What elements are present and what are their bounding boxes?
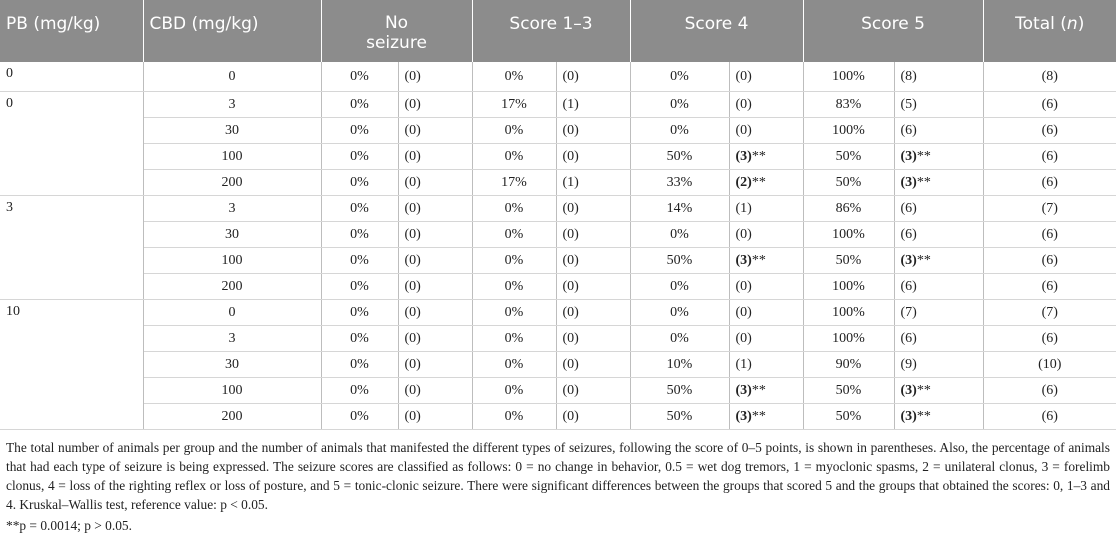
no-seizure-count: (0) [398, 118, 472, 144]
header-no-seizure: No seizure [321, 0, 472, 62]
score-1-3-percent: 0% [472, 378, 556, 404]
table-row [0, 326, 1116, 352]
table-row [0, 300, 1116, 326]
score-4-count [729, 170, 803, 196]
score-5-percent: 100% [803, 62, 894, 92]
table-row [0, 144, 1116, 170]
significance-marker: ** [751, 252, 766, 268]
no-seizure-percent: 0% [321, 404, 398, 430]
score-5-percent: 100% [803, 274, 894, 300]
no-seizure-percent: 0% [321, 352, 398, 378]
no-seizure-count: (0) [398, 170, 472, 196]
header-total: Total (n) [983, 0, 1116, 62]
cbd-dose-cell: 30 [143, 222, 321, 248]
table-body [0, 62, 1116, 430]
no-seizure-count: (0) [398, 378, 472, 404]
score-4-count-value: (0) [735, 226, 752, 242]
table-row [0, 248, 1116, 274]
total-count: (8) [983, 62, 1116, 92]
score-4-percent: 50% [630, 248, 729, 274]
pb-dose-cell: 3 [0, 196, 143, 300]
score-1-3-count: (0) [556, 326, 630, 352]
score-4-count-value: (3) [735, 252, 752, 268]
score-1-3-count: (0) [556, 144, 630, 170]
cbd-dose-cell: 0 [143, 300, 321, 326]
score-1-3-percent: 0% [472, 300, 556, 326]
score-1-3-count: (1) [556, 170, 630, 196]
score-1-3-count: (0) [556, 248, 630, 274]
score-5-percent: 100% [803, 326, 894, 352]
score-5-percent: 50% [803, 378, 894, 404]
score-5-count-value: (3) [900, 408, 917, 424]
score-1-3-count: (0) [556, 222, 630, 248]
score-1-3-percent: 0% [472, 326, 556, 352]
score-1-3-count: (0) [556, 274, 630, 300]
score-4-percent: 0% [630, 118, 729, 144]
score-4-percent: 0% [630, 326, 729, 352]
table-row [0, 62, 1116, 92]
score-5-percent: 50% [803, 404, 894, 430]
no-seizure-count: (0) [398, 300, 472, 326]
score-5-count-value: (8) [900, 68, 917, 84]
score-5-count-value: (5) [900, 96, 917, 112]
score-4-percent: 50% [630, 144, 729, 170]
score-5-percent: 90% [803, 352, 894, 378]
score-5-count [894, 352, 983, 378]
score-4-count-value: (1) [735, 200, 752, 216]
cbd-dose-cell: 100 [143, 144, 321, 170]
score-4-count-value: (0) [735, 304, 752, 320]
cbd-dose-cell: 0 [143, 62, 321, 92]
no-seizure-percent: 0% [321, 196, 398, 222]
score-5-count-value: (3) [900, 252, 917, 268]
score-5-count [894, 300, 983, 326]
significance-marker: ** [751, 148, 766, 164]
significance-marker: ** [916, 382, 931, 398]
score-1-3-count: (0) [556, 378, 630, 404]
score-5-count [894, 274, 983, 300]
header-score-5: Score 5 [803, 0, 983, 62]
total-count: (6) [983, 170, 1116, 196]
pb-dose-cell: 10 [0, 300, 143, 430]
score-4-count [729, 248, 803, 274]
score-4-percent: 33% [630, 170, 729, 196]
score-5-count [894, 92, 983, 118]
no-seizure-percent: 0% [321, 274, 398, 300]
score-5-count-value: (6) [900, 200, 917, 216]
score-4-count-value: (0) [735, 122, 752, 138]
score-1-3-count: (0) [556, 404, 630, 430]
score-5-count [894, 144, 983, 170]
score-5-count-value: (6) [900, 226, 917, 242]
score-5-percent: 50% [803, 248, 894, 274]
cbd-dose-cell: 200 [143, 274, 321, 300]
table-row [0, 196, 1116, 222]
score-5-percent: 83% [803, 92, 894, 118]
score-4-count [729, 62, 803, 92]
no-seizure-percent: 0% [321, 248, 398, 274]
score-4-percent: 0% [630, 274, 729, 300]
score-5-percent: 86% [803, 196, 894, 222]
no-seizure-percent: 0% [321, 222, 398, 248]
score-4-count-value: (3) [735, 148, 752, 164]
no-seizure-count: (0) [398, 62, 472, 92]
no-seizure-percent: 0% [321, 326, 398, 352]
total-count: (6) [983, 378, 1116, 404]
score-5-count [894, 118, 983, 144]
header-score-4: Score 4 [630, 0, 803, 62]
score-5-count-value: (6) [900, 278, 917, 294]
no-seizure-percent: 0% [321, 62, 398, 92]
score-5-count [894, 404, 983, 430]
score-5-count [894, 248, 983, 274]
cbd-dose-cell: 200 [143, 170, 321, 196]
no-seizure-percent: 0% [321, 170, 398, 196]
no-seizure-count: (0) [398, 274, 472, 300]
score-1-3-percent: 0% [472, 144, 556, 170]
no-seizure-count: (0) [398, 326, 472, 352]
score-1-3-percent: 0% [472, 404, 556, 430]
score-5-count [894, 378, 983, 404]
significance-marker: ** [916, 148, 931, 164]
score-1-3-count: (1) [556, 92, 630, 118]
score-1-3-percent: 0% [472, 352, 556, 378]
significance-marker: ** [916, 408, 931, 424]
score-4-percent: 0% [630, 300, 729, 326]
score-1-3-percent: 0% [472, 274, 556, 300]
total-count: (7) [983, 300, 1116, 326]
table-header [0, 0, 1116, 62]
total-count: (6) [983, 118, 1116, 144]
table-row [0, 404, 1116, 430]
score-5-count-value: (3) [900, 382, 917, 398]
score-1-3-count: (0) [556, 118, 630, 144]
score-1-3-count: (0) [556, 62, 630, 92]
significance-marker: ** [751, 408, 766, 424]
header-score-1-3: Score 1–3 [472, 0, 630, 62]
total-count: (6) [983, 274, 1116, 300]
score-5-percent: 50% [803, 170, 894, 196]
score-4-count-value: (2) [735, 174, 752, 190]
score-5-count [894, 196, 983, 222]
total-count: (6) [983, 404, 1116, 430]
significance-note: **p = 0.0014; p > 0.05. [6, 518, 132, 533]
header-cbd: CBD (mg/kg) [143, 0, 321, 62]
score-1-3-percent: 0% [472, 62, 556, 92]
score-5-count-value: (9) [900, 356, 917, 372]
total-count: (6) [983, 248, 1116, 274]
cbd-dose-cell: 3 [143, 326, 321, 352]
table-row [0, 222, 1116, 248]
score-5-percent: 100% [803, 300, 894, 326]
score-4-count [729, 222, 803, 248]
score-5-count [894, 62, 983, 92]
significance-marker: ** [916, 252, 931, 268]
score-1-3-percent: 0% [472, 118, 556, 144]
score-4-count [729, 144, 803, 170]
score-4-count [729, 118, 803, 144]
score-4-percent: 50% [630, 378, 729, 404]
table-row [0, 378, 1116, 404]
score-4-count [729, 378, 803, 404]
score-4-percent: 14% [630, 196, 729, 222]
score-5-count [894, 170, 983, 196]
score-5-percent: 50% [803, 144, 894, 170]
score-4-count [729, 404, 803, 430]
total-count: (6) [983, 222, 1116, 248]
score-1-3-percent: 17% [472, 92, 556, 118]
header-pb: PB (mg/kg) [0, 0, 143, 62]
score-1-3-count: (0) [556, 300, 630, 326]
score-4-percent: 0% [630, 62, 729, 92]
total-count: (7) [983, 196, 1116, 222]
score-5-count-value: (3) [900, 174, 917, 190]
score-1-3-percent: 0% [472, 248, 556, 274]
score-5-count-value: (6) [900, 330, 917, 346]
score-1-3-percent: 17% [472, 170, 556, 196]
table-row [0, 352, 1116, 378]
score-5-count-value: (3) [900, 148, 917, 164]
score-4-count [729, 352, 803, 378]
score-4-count-value: (0) [735, 330, 752, 346]
score-4-percent: 0% [630, 92, 729, 118]
significance-marker: ** [916, 174, 931, 190]
total-count: (6) [983, 144, 1116, 170]
no-seizure-count: (0) [398, 248, 472, 274]
no-seizure-percent: 0% [321, 118, 398, 144]
score-4-count [729, 326, 803, 352]
table-row [0, 92, 1116, 118]
score-4-count [729, 196, 803, 222]
score-4-count [729, 274, 803, 300]
no-seizure-count: (0) [398, 352, 472, 378]
cbd-dose-cell: 30 [143, 352, 321, 378]
score-5-count-value: (6) [900, 122, 917, 138]
score-1-3-count: (0) [556, 352, 630, 378]
no-seizure-percent: 0% [321, 378, 398, 404]
score-4-count [729, 92, 803, 118]
cbd-dose-cell: 200 [143, 404, 321, 430]
score-4-percent: 0% [630, 222, 729, 248]
score-5-percent: 100% [803, 222, 894, 248]
table-row [0, 118, 1116, 144]
score-4-count [729, 300, 803, 326]
table-row [0, 274, 1116, 300]
score-1-3-count: (0) [556, 196, 630, 222]
score-4-count-value: (0) [735, 278, 752, 294]
score-4-count-value: (3) [735, 382, 752, 398]
score-4-count-value: (3) [735, 408, 752, 424]
no-seizure-percent: 0% [321, 300, 398, 326]
no-seizure-count: (0) [398, 92, 472, 118]
table-row [0, 170, 1116, 196]
no-seizure-percent: 0% [321, 144, 398, 170]
total-count: (10) [983, 352, 1116, 378]
cbd-dose-cell: 3 [143, 92, 321, 118]
score-5-count [894, 222, 983, 248]
no-seizure-count: (0) [398, 404, 472, 430]
score-5-percent: 100% [803, 118, 894, 144]
no-seizure-count: (0) [398, 144, 472, 170]
significance-marker: ** [751, 382, 766, 398]
no-seizure-count: (0) [398, 196, 472, 222]
total-count: (6) [983, 326, 1116, 352]
pb-dose-cell: 0 [0, 92, 143, 196]
score-4-percent: 50% [630, 404, 729, 430]
table-footnote: The total number of animals per group and the number of animals that manifested the different types of seizures, following the score of 0–5 points, is shown in parentheses. Also, the percentage of animals that had each type of seizure is being expressed. The seizure scores are classified as follows: 0 = no change in behavior, 0.5 = wet dog tremors, 1 = myoclonic spasms, 2 = unilateral clonus, 3 = forelimb clonus, 4 = loss of the righting reflex or loss of posture, and 5 = tonic-clonic seizure. There were significant differences between the groups that scored 5 and the groups that obtained the scores: 0, 1–3 and 4. Kruskal–Wallis test, reference value: p < 0.05. [6, 440, 1110, 512]
pb-dose-cell: 0 [0, 62, 143, 92]
cbd-dose-cell: 30 [143, 118, 321, 144]
score-1-3-percent: 0% [472, 222, 556, 248]
score-5-count-value: (7) [900, 304, 917, 320]
score-4-count-value: (1) [735, 356, 752, 372]
no-seizure-percent: 0% [321, 92, 398, 118]
no-seizure-count: (0) [398, 222, 472, 248]
significance-marker: ** [751, 174, 766, 190]
score-4-percent: 10% [630, 352, 729, 378]
score-4-count-value: (0) [735, 96, 752, 112]
score-5-count [894, 326, 983, 352]
cbd-dose-cell: 3 [143, 196, 321, 222]
cbd-dose-cell: 100 [143, 378, 321, 404]
total-count: (6) [983, 92, 1116, 118]
cbd-dose-cell: 100 [143, 248, 321, 274]
score-1-3-percent: 0% [472, 196, 556, 222]
score-4-count-value: (0) [735, 68, 752, 84]
